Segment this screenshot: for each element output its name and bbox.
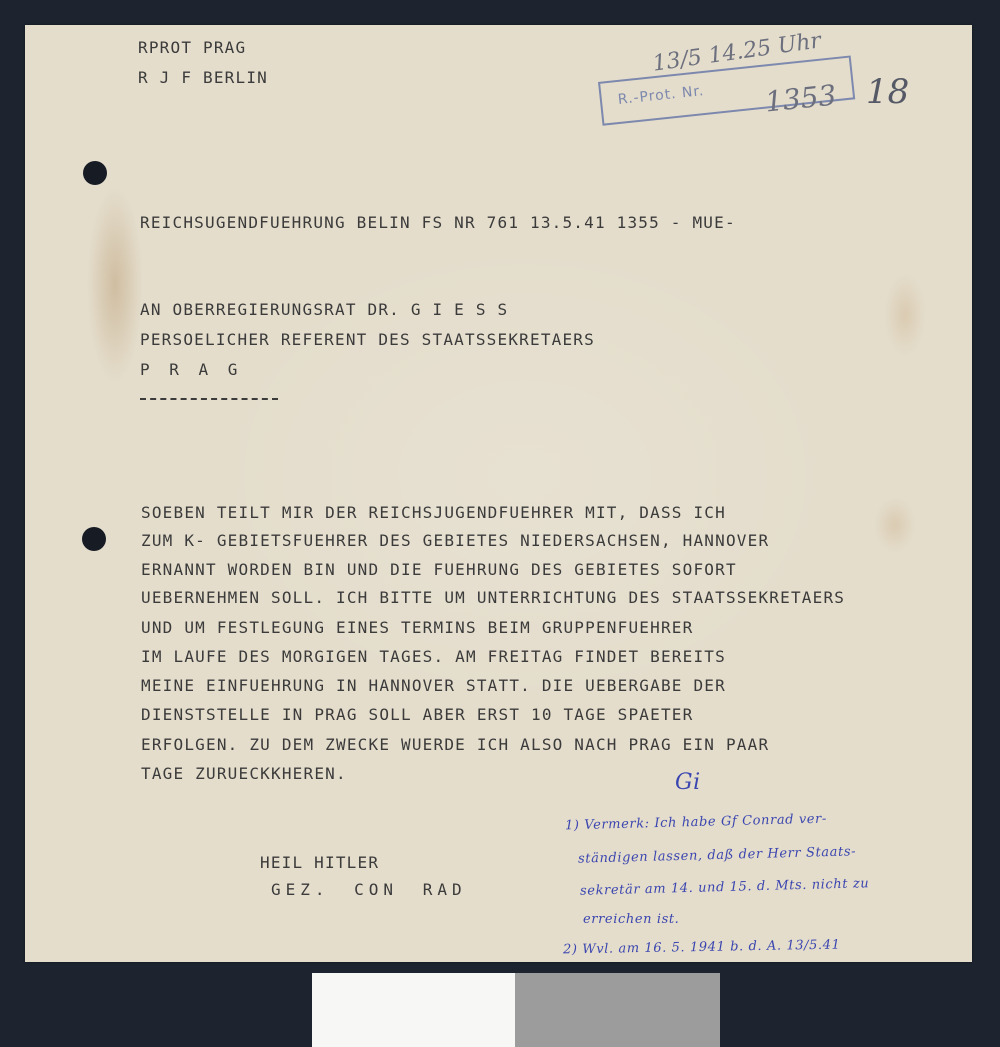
address-line-2: PERSOELICHER REFERENT DES STAATSSEKRETAERS: [140, 330, 595, 349]
closing-greeting: HEIL HITLER: [260, 853, 380, 872]
handwritten-note-line: 2) Wvl. am 16. 5. 1941 b. d. A. 13/5.41: [562, 937, 841, 958]
body-line: DIENSTSTELLE IN PRAG SOLL ABER ERST 10 TAGE SPAETER: [141, 705, 694, 724]
body-line: ERFOLGEN. ZU DEM ZWECKE WUERDE ICH ALSO NACH PRAG EIN PAAR: [141, 735, 770, 754]
registry-stamp-label: R.-Prot. Nr.: [617, 82, 706, 108]
document-page: [25, 25, 972, 962]
handwritten-note-line: ständigen lassen, daß der Herr Staats-: [577, 844, 857, 867]
handwritten-note-line: 1) Vermerk: Ich habe Gf Conrad ver-: [564, 811, 828, 834]
body-line: MEINE EINFUEHRUNG IN HANNOVER STATT. DIE UEBERGABE DER: [141, 676, 726, 695]
body-line: IM LAUFE DES MORGIGEN TAGES. AM FREITAG FINDET BEREITS: [141, 647, 726, 666]
handwritten-paraph: Gi: [675, 770, 701, 795]
body-line: TAGE ZURUECKKHEREN.: [141, 764, 347, 783]
handwritten-note-line: erreichen ist.: [583, 912, 680, 927]
header-line-1: RPROT PRAG: [138, 38, 247, 57]
address-line-3: P R A G: [140, 360, 243, 379]
body-line: ZUM K- GEBIETSFUEHRER DES GEBIETES NIEDERSACHSEN, HANNOVER: [141, 531, 770, 550]
transmission-line: REICHSUGENDFUEHRUNG BELIN FS NR 761 13.5.41 1355 - MUE-: [140, 213, 736, 232]
body-line: UEBERNEHMEN SOLL. ICH BITTE UM UNTERRICHTUNG DES STAATSSEKRETAERS: [141, 588, 846, 607]
calibration-white-patch: [312, 973, 515, 1047]
body-line: SOEBEN TEILT MIR DER REICHSJUGENDFUEHRER MIT, DASS ICH: [141, 503, 726, 522]
receipt-time-note: 13/5 14.25 Uhr: [651, 28, 823, 77]
address-underline: [140, 398, 278, 400]
signature: GEZ. CON RAD: [271, 880, 467, 899]
address-line-1: AN OBERREGIERUNGSRAT DR. G I E S S: [140, 300, 509, 319]
body-line: ERNANNT WORDEN BIN UND DIE FUEHRUNG DES GEBIETES SOFORT: [141, 560, 737, 579]
registry-number: 1353: [763, 78, 838, 119]
punch-hole-top: [83, 161, 107, 185]
handwritten-note-line: sekretär am 14. und 15. d. Mts. nicht zu: [579, 876, 870, 899]
punch-hole-bottom: [82, 527, 106, 551]
calibration-gray-patch: [515, 973, 720, 1047]
header-line-2: R J F BERLIN: [138, 68, 268, 87]
body-line: UND UM FESTLEGUNG EINES TERMINS BEIM GRUPPENFUEHRER: [141, 618, 694, 637]
page-number: 18: [866, 72, 910, 112]
